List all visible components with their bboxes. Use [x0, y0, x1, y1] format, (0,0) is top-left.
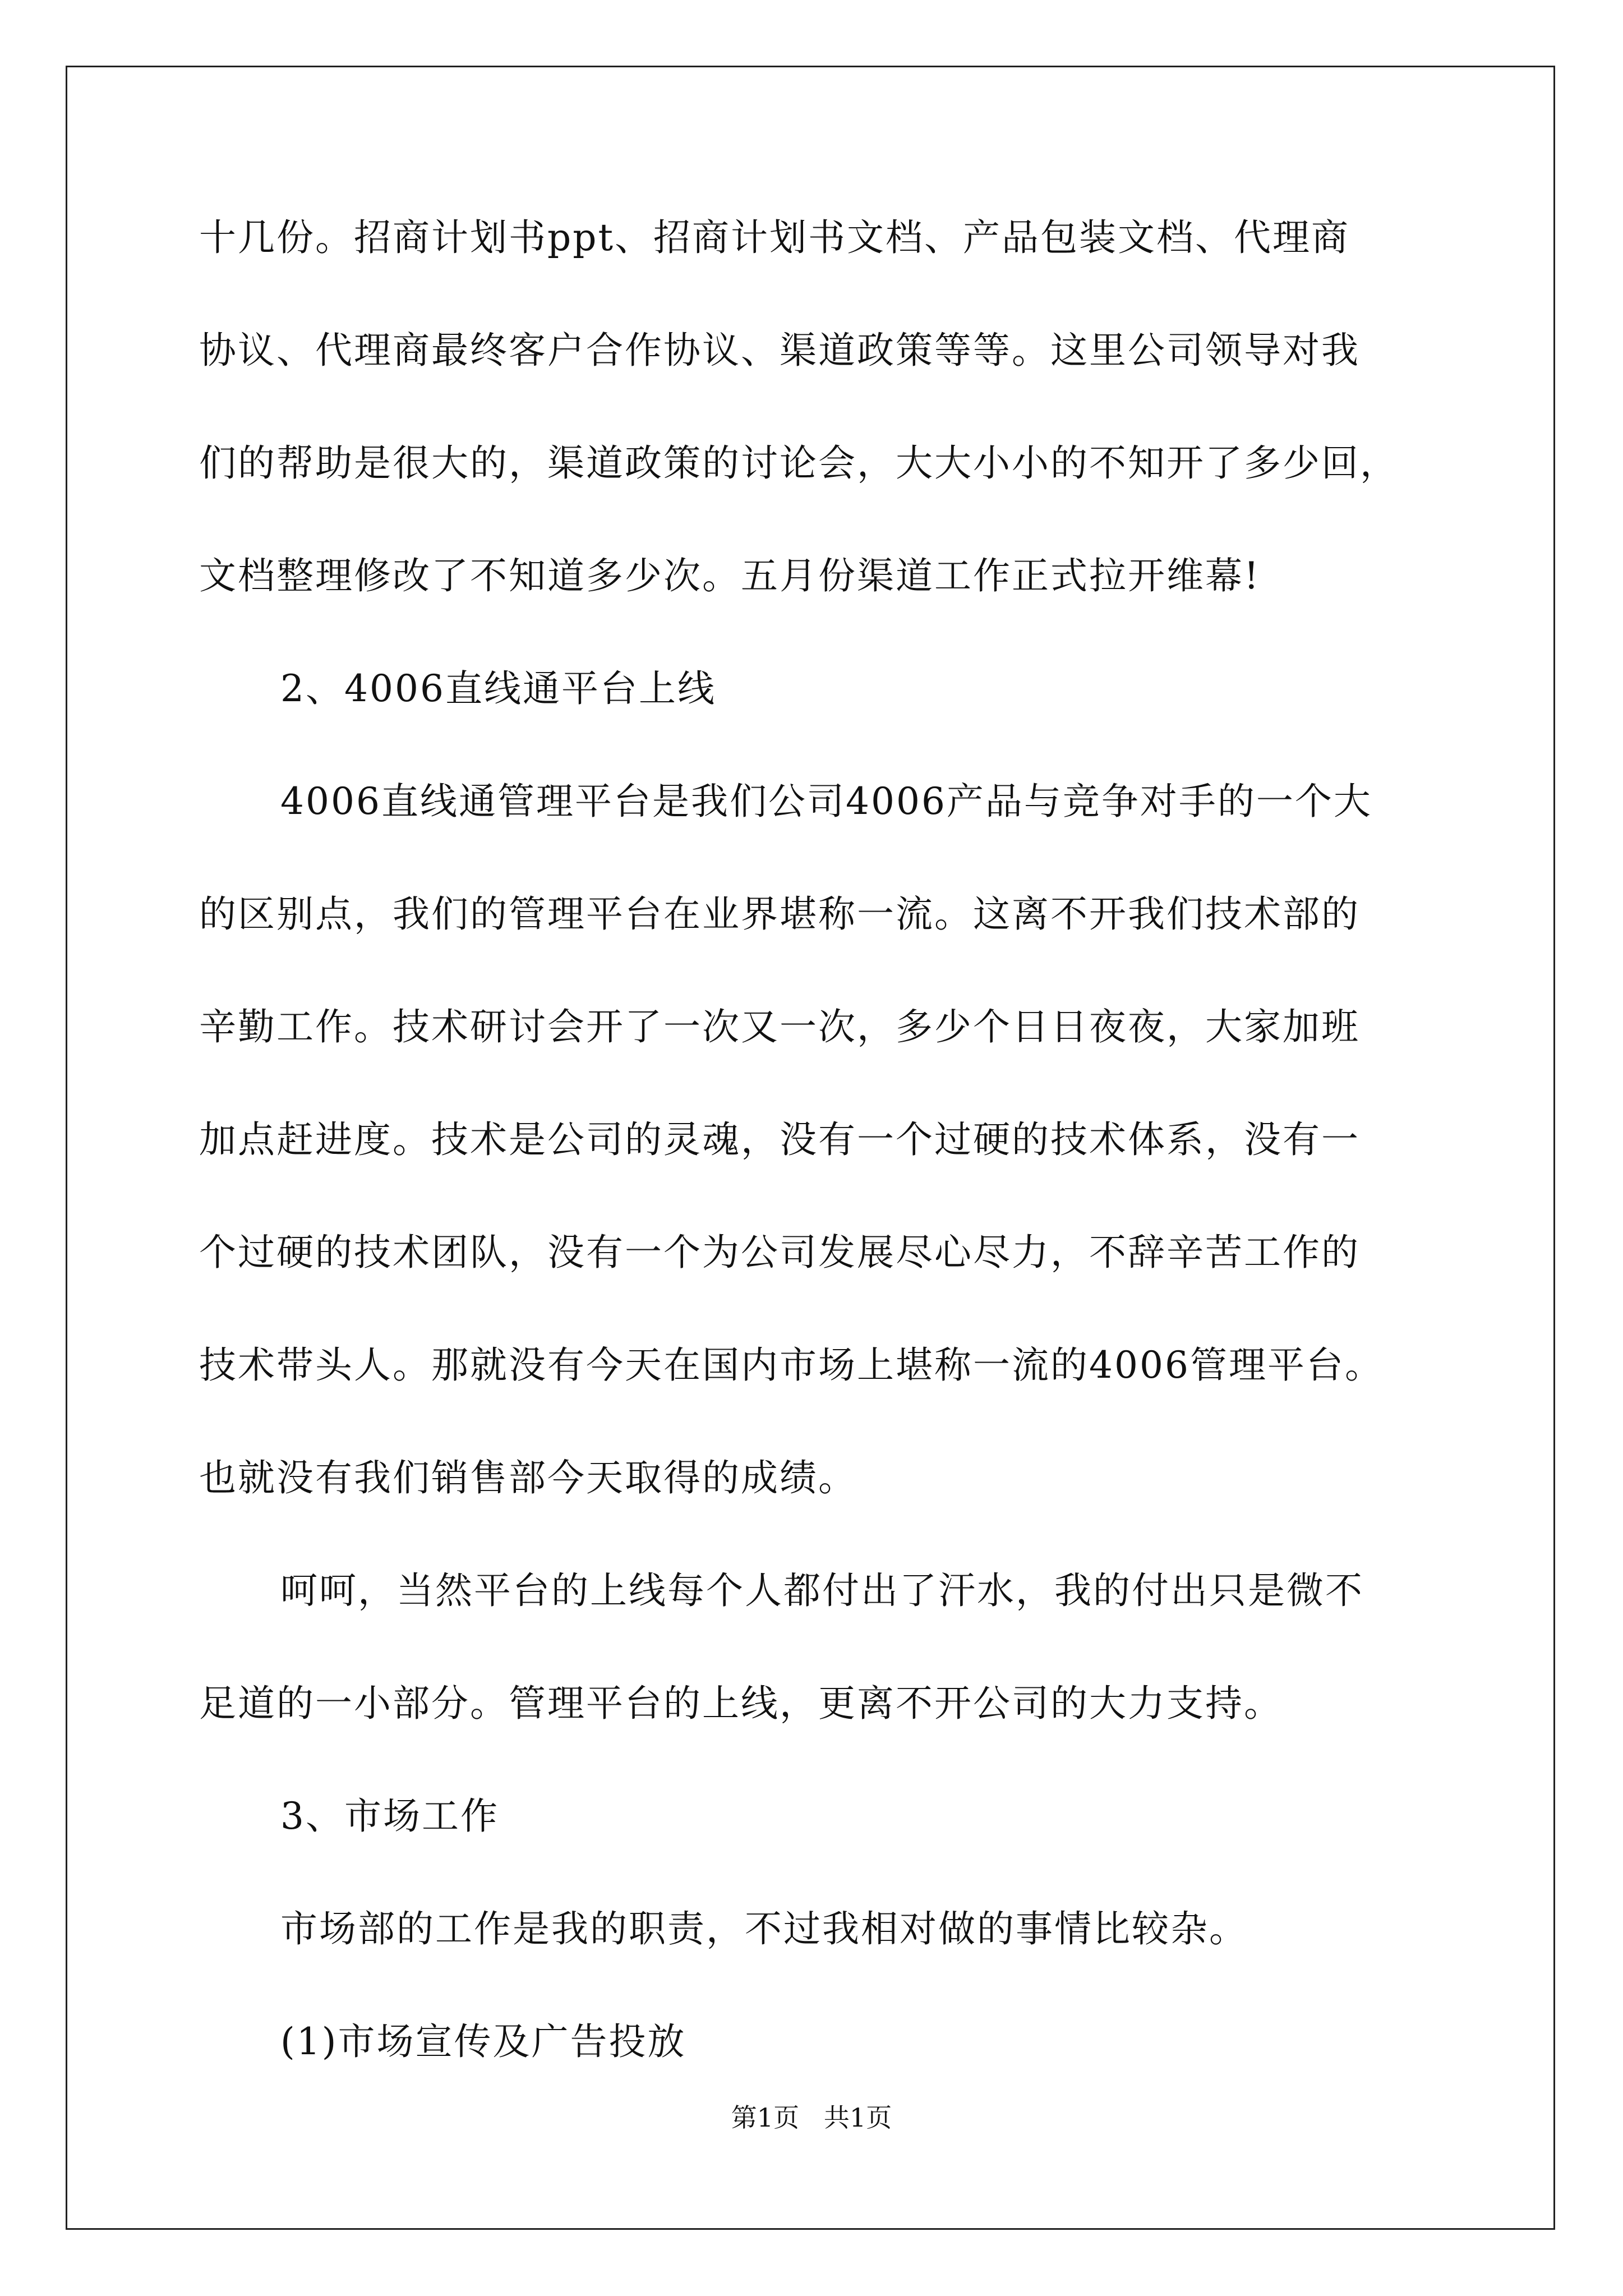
section-heading: 3、市场工作	[280, 1795, 499, 1838]
text-line: 的区别点，我们的管理平台在业界堪称一流。这离不开我们技术部的	[199, 892, 1360, 936]
text-line: 们的帮助是很大的，渠道政策的讨论会，大大小小的不知开了多少回，	[199, 441, 1399, 485]
text-line: 呵呵，当然平台的上线每个人都付出了汗水，我的付出只是微不	[280, 1569, 1364, 1612]
subsection-heading: (1)市场宣传及广告投放	[280, 2020, 686, 2063]
text-line: 市场部的工作是我的职责，不过我相对做的事情比较杂。	[280, 1907, 1248, 1950]
text-line: 文档整理修改了不知道多少次。五月份渠道工作正式拉开维幕!	[199, 554, 1261, 597]
text-line: 足道的一小部分。管理平台的上线，更离不开公司的大力支持。	[199, 1682, 1283, 1725]
text-line: 技术带头人。那就没有今天在国内市场上堪称一流的4006管理平台。	[199, 1343, 1384, 1387]
text-line: 辛勤工作。技术研讨会开了一次又一次，多少个日日夜夜，大家加班	[199, 1005, 1360, 1048]
text-line: 个过硬的技术团队，没有一个为公司发展尽心尽力，不辞辛苦工作的	[199, 1231, 1360, 1274]
section-heading: 2、4006直线通平台上线	[280, 667, 716, 710]
text-line: 十几份。招商计划书ppt、招商计划书文档、产品包装文档、代理商	[199, 216, 1350, 259]
text-line: 也就没有我们销售部今天取得的成绩。	[199, 1456, 857, 1499]
text-line: 加点赶进度。技术是公司的灵魂，没有一个过硬的技术体系，没有一	[199, 1118, 1360, 1161]
text-line: 协议、代理商最终客户合作协议、渠道政策等等。这里公司领导对我	[199, 329, 1360, 372]
text-line: 4006直线通管理平台是我们公司4006产品与竞争对手的一个大	[280, 780, 1372, 823]
page-footer: 第1页 共1页	[731, 2102, 892, 2133]
